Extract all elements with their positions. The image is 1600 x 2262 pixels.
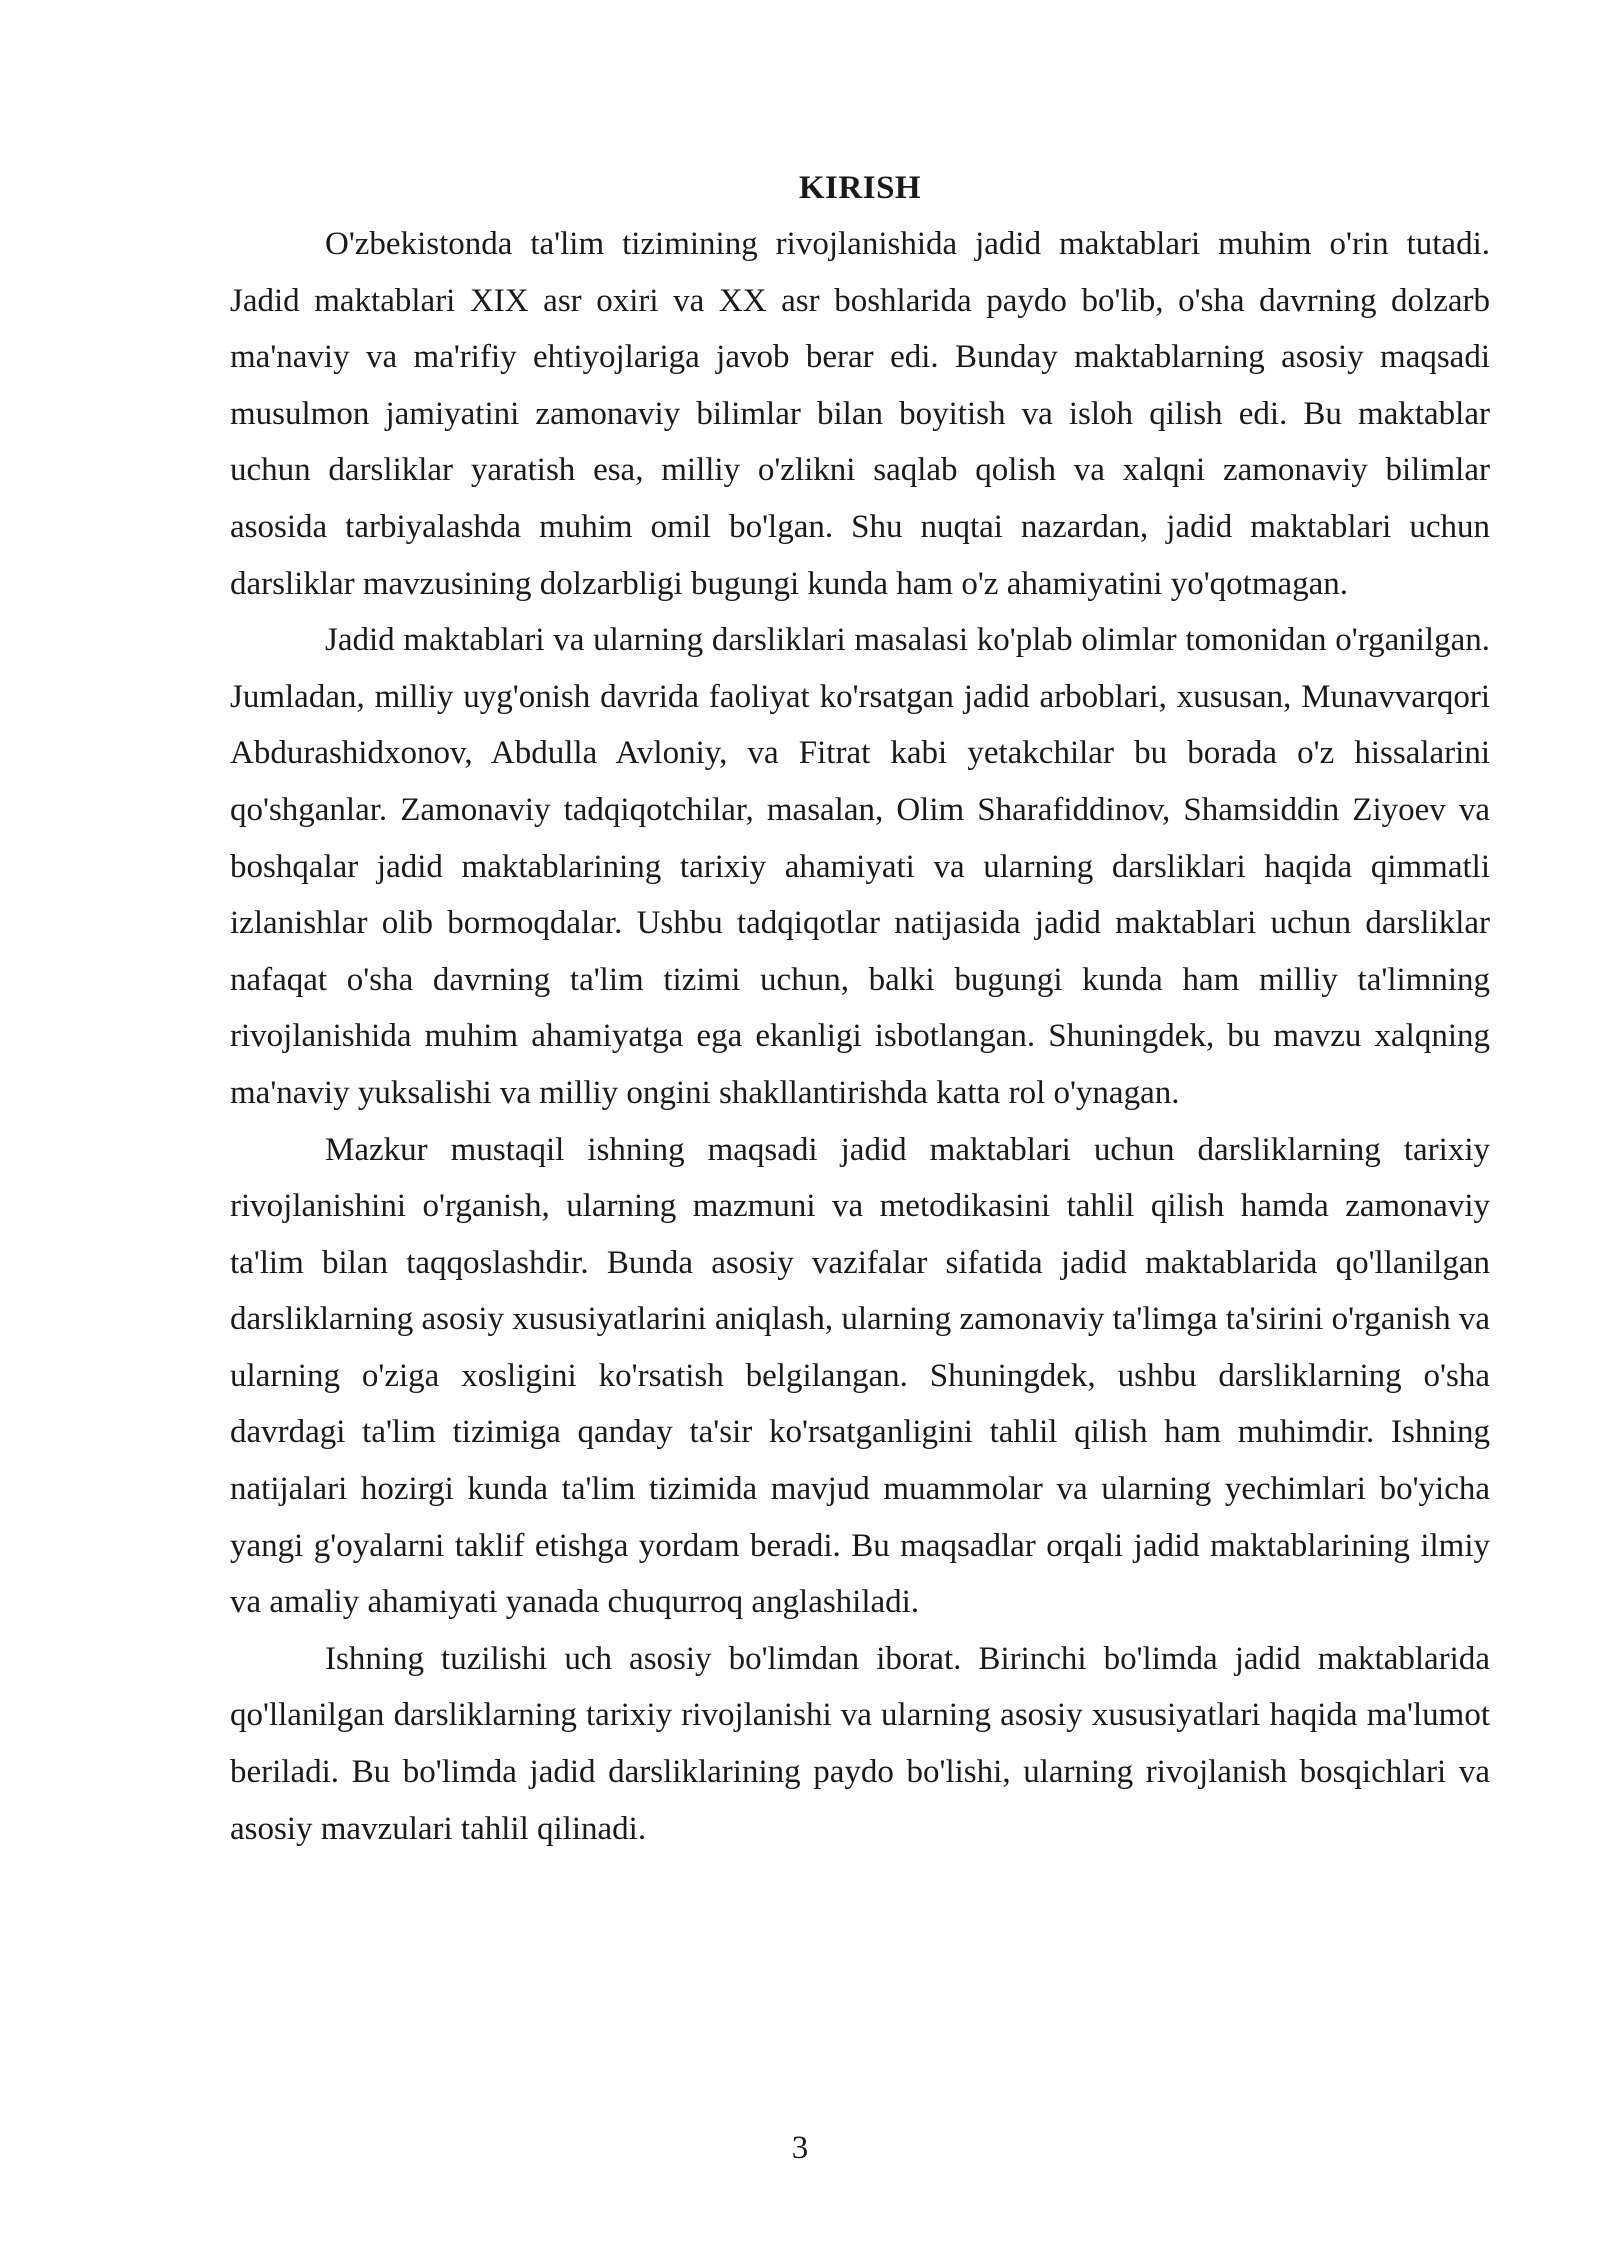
paragraph-3: Mazkur mustaqil ishning maqsadi jadid maktablari uchun darsliklarning tarixiy rivojlanishini o'rganish, ularning mazmuni va metodikasini tahlil qilish hamda zamonaviy ta'lim bilan taqqoslashdir. Bunda asosiy vazifalar sifatida jadid maktablarida qo'llanilgan darsliklarning asosiy xususiyatlarini aniqlash, ularning zamonaviy ta'limga ta'sirini o'rganish va ularning o'ziga xosligini ko'rsatish belgilangan. Shuningdek, ushbu darsliklarning o'sha davrdagi ta'lim tizimiga qanday ta'sir ko'rsatganligini tahlil qilish ham muhimdir. Ishning natijalari hozirgi kunda ta'lim tizimida mavjud muammolar va ularning yechimlari bo'yicha yangi g'oyalarni taklif etishga yordam beradi. Bu maqsadlar orqali jadid maktablarining ilmiy va amaliy ahamiyati yanada chuqurroq anglashiladi. (230, 1131, 1490, 1621)
paragraph-4: Ishning tuzilishi uch asosiy bo'limdan iborat. Birinchi bo'limda jadid maktablarida qo'llanilgan darsliklarning tarixiy rivojlanishi va ularning asosiy xususiyatlari haqida ma'lumot beriladi. Bu bo'limda jadid darsliklarining paydo bo'lishi, ularning rivojlanish bosqichlari va asosiy mavzulari tahlil qilinadi. (230, 1640, 1490, 1847)
section-title: KIRISH (798, 170, 922, 206)
paragraph-1: O'zbekistonda ta'lim tizimining rivojlanishida jadid maktablari muhim o'rin tutadi. Jadid maktablari XIX asr oxiri va XX asr boshlarida paydo bo'lib, o'sha davrning dolzarb ma'naviy va ma'rifiy ehtiyojlariga javob berar edi. Bunday maktablarning asosiy maqsadi musulmon jamiyatini zamonaviy bilimlar bilan boyitish va isloh qilish edi. Bu maktablar uchun darsliklar yaratish esa, milliy o'zlikni saqlab qolish va xalqni zamonaviy bilimlar asosida tarbiyalashda muhim omil bo'lgan. Shu nuqtai nazardan, jadid maktablari uchun darsliklar mavzusining dolzarbligi bugungi kunda ham o'z ahamiyatini yo'qotmagan. (230, 226, 1490, 602)
page-content (230, 160, 1490, 1857)
paragraph-2: Jadid maktablari va ularning darsliklari masalasi ko'plab olimlar tomonidan o'rganilgan. Jumladan, milliy uyg'onish davrida faoliyat ko'rsatgan jadid arboblari, xususan, Munavvarqori Abdurashidxonov, Abdulla Avloniy, va Fitrat kabi yetakchilar bu borada o'z hissalarini qo'shganlar. Zamonaviy tadqiqotchilar, masalan, Olim Sharafiddinov, Shamsiddin Ziyoev va boshqalar jadid maktablarining tarixiy ahamiyati va ularning darsliklari haqida qimmatli izlanishlar olib bormoqdalar. Ushbu tadqiqotlar natijasida jadid maktablari uchun darsliklar nafaqat o'sha davrning ta'lim tizimi uchun, balki bugungi kunda ham milliy ta'limning rivojlanishida muhim ahamiyatga ega ekanligi isbotlangan. Shuningdek, bu mavzu xalqning ma'naviy yuksalishi va milliy ongini shakllantirishda katta rol o'ynagan. (230, 622, 1490, 1111)
page-number: 3 (791, 2130, 809, 2166)
